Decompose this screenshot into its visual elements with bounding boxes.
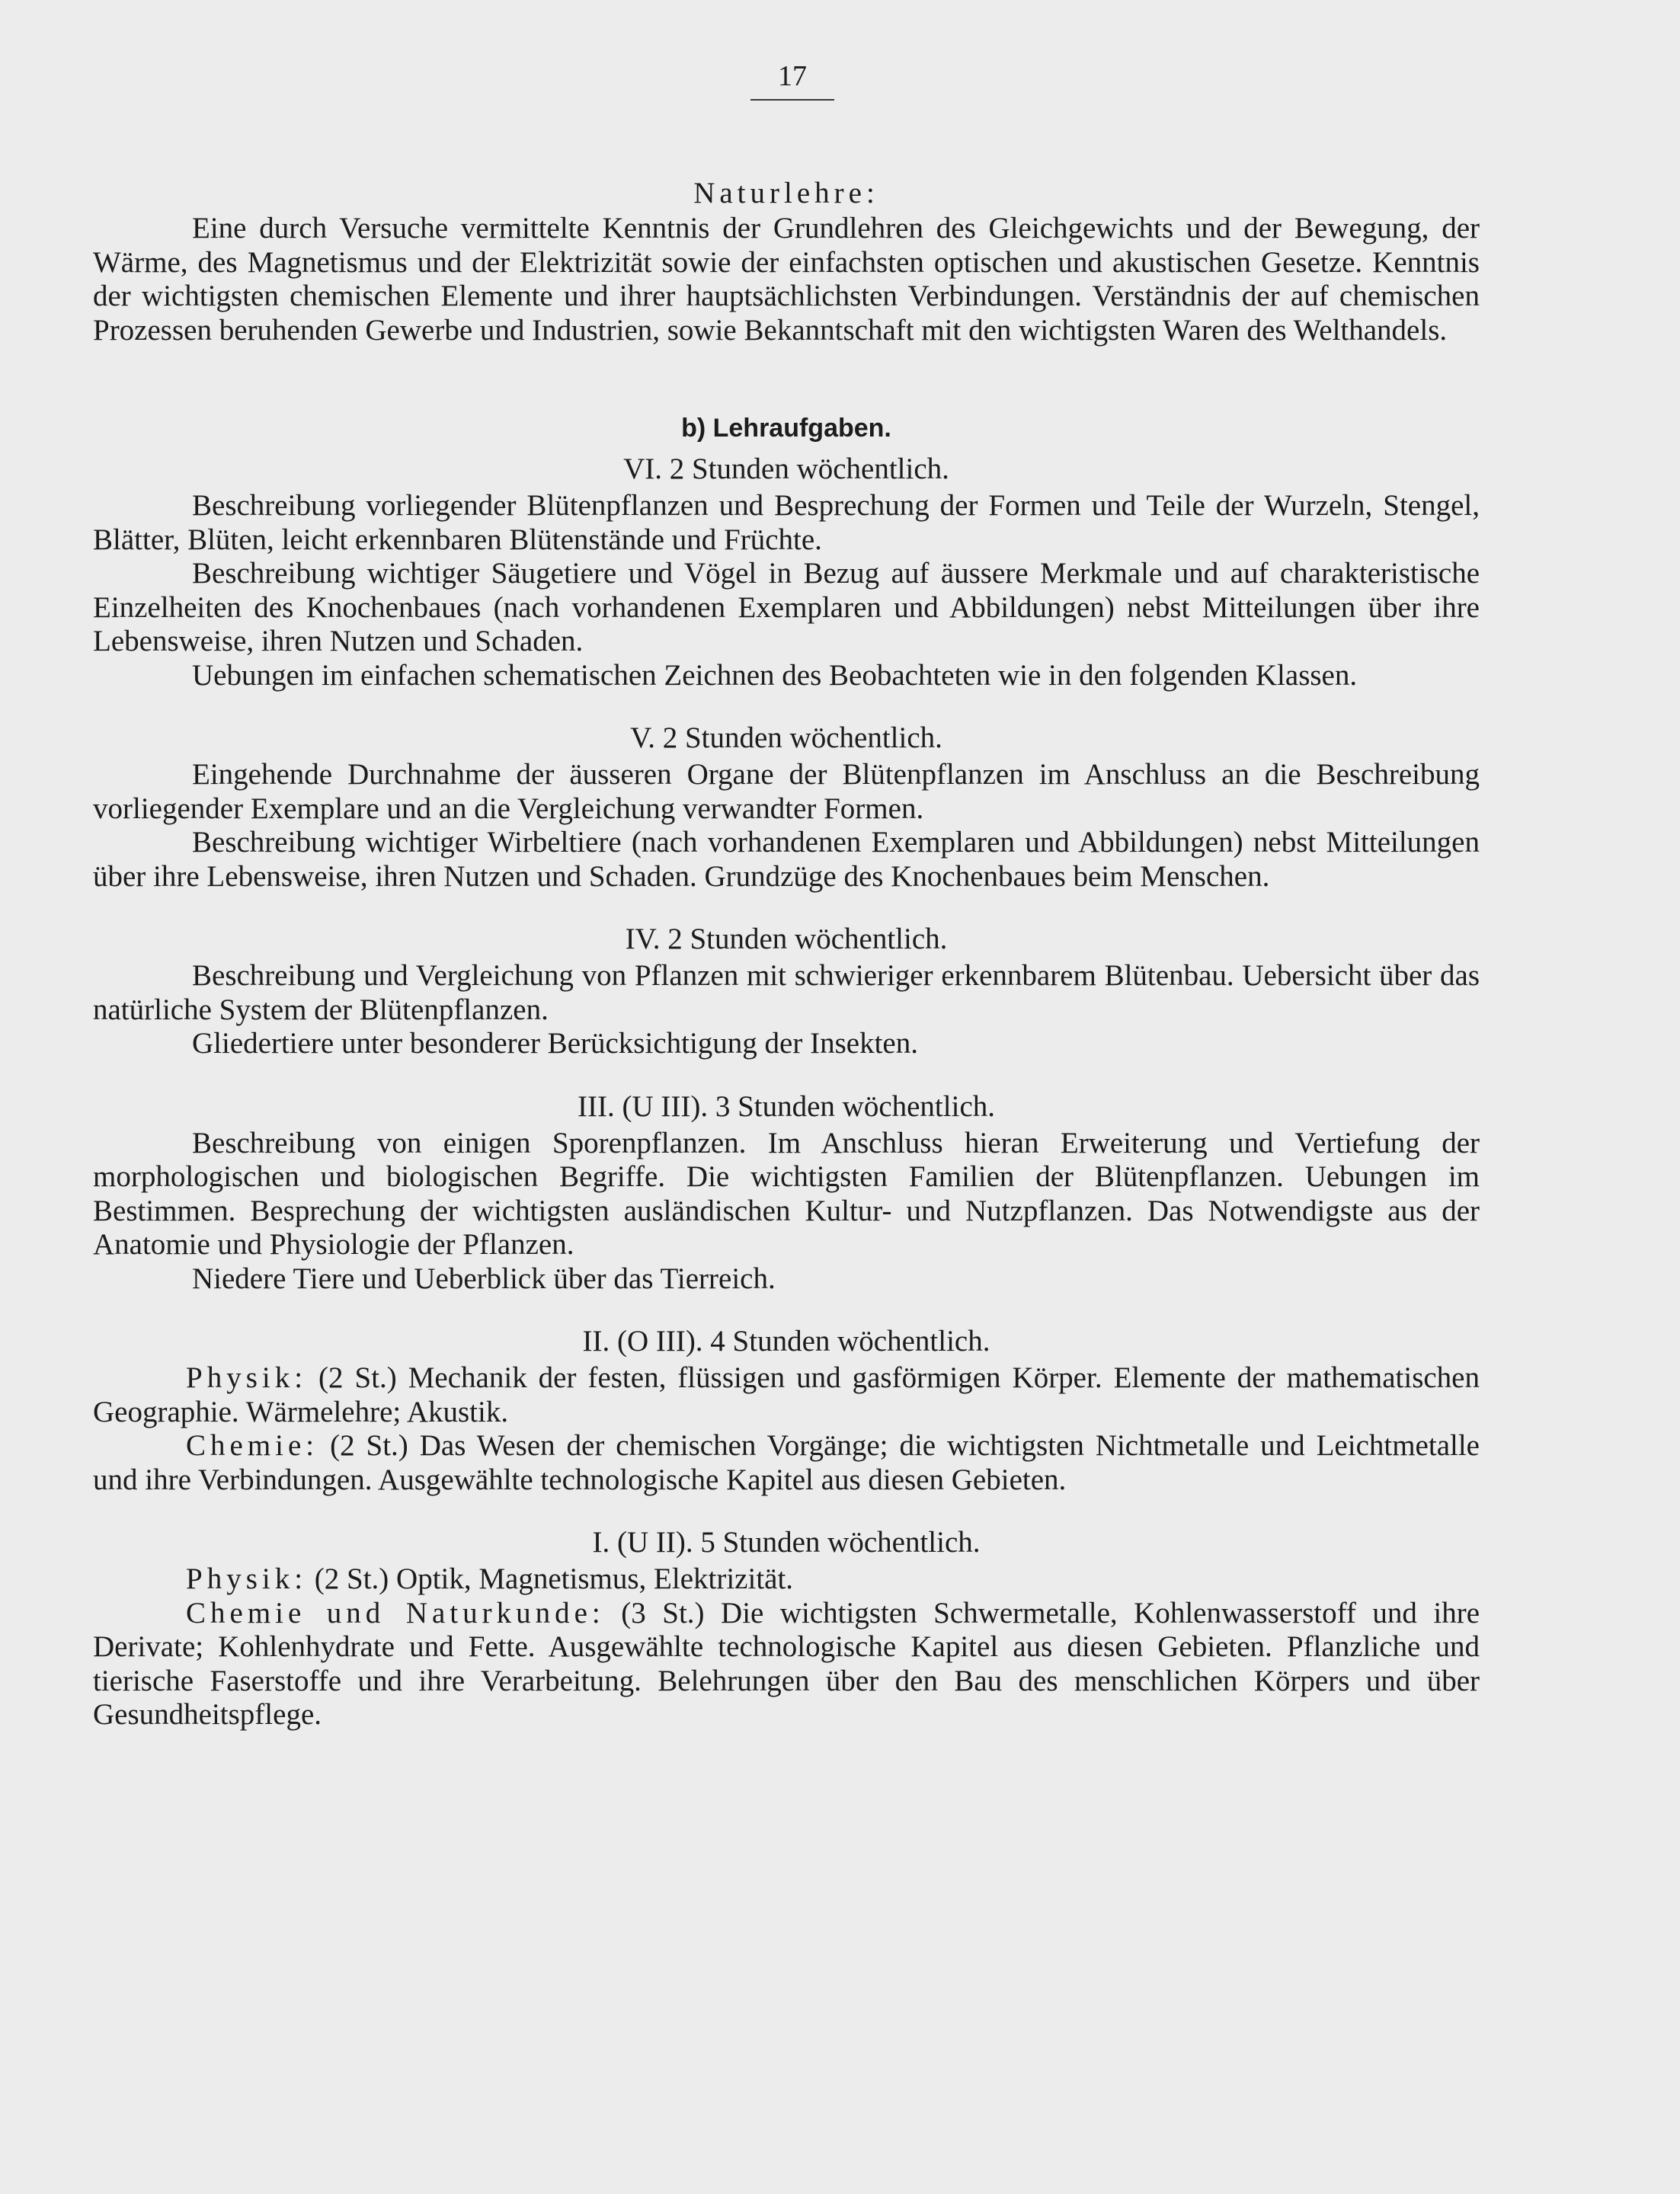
class-ii-physik-paragraph [93, 1361, 1480, 1429]
class-vi-paragraph-3: Uebungen im einfachen schematischen Zeichnen des Beobachteten wie in den folgenden Klassen. [192, 658, 1358, 692]
physik-text: (2 St.) Mechanik der festen, flüssigen und gasförmigen Körper. Elemente der mathematischen Geographie. Wärmelehre; Akustik. [93, 1361, 1480, 1428]
class-heading-iii: III. (U III). 3 Stunden wöchentlich. [578, 1089, 995, 1123]
class-heading-v: V. 2 Stunden wöchentlich. [630, 721, 942, 754]
physik-label: Physik: [186, 1361, 308, 1394]
page-number-rule [750, 99, 834, 101]
class-heading-ii: II. (O III). 4 Stunden wöchentlich. [582, 1325, 990, 1358]
class-heading-vi: VI. 2 Stunden wöchentlich. [623, 453, 949, 485]
chemie-naturkunde-label: Chemie und Naturkunde: [186, 1596, 605, 1630]
class-vi-paragraph-1: Beschreibung vorliegender Blütenpflanzen und Besprechung der Formen und Teile der Wurzeln, Stengel, Blätter, Blüten, leicht erkennbaren Blütenstände und Früchte. [93, 489, 1480, 556]
class-i-chemie-naturkunde-paragraph [93, 1597, 1480, 1732]
chemie-text: (2 St.) Das Wesen der chemischen Vorgänge; die wichtigsten Nichtmetalle und Leichtmetalle und ihre Verbindungen. Ausgewählte technologische Kapitel aus diesen Gebieten. [93, 1429, 1480, 1496]
class-vi-paragraph-2: Beschreibung wichtiger Säugetiere und Vögel in Bezug auf äussere Merkmale und auf charakteristische Einzelheiten des Knochenbaues (nach vorhandenen Exemplaren und Abbildungen) nebst Mitteilungen über ihre Lebensweise, ihren Nutzen und Schaden. [93, 557, 1480, 657]
chemie-naturkunde-text: (3 St.) Die wichtigsten Schwermetalle, Kohlenwasserstoff und ihre Derivate; Kohlenhydrate und Fette. Ausgewählte technologische Kapitel aus diesen Gebieten. Pflanzliche und tierische Faserstoffe und ihre Verarbeitung. Belehrungen über den Bau des menschlichen Körpers und über Gesundheitspflege. [93, 1596, 1480, 1731]
class-section-i [93, 1526, 1480, 1732]
page-number: 17 [778, 60, 807, 92]
class-section-v [93, 721, 1480, 894]
class-ii-chemie-paragraph [93, 1429, 1480, 1497]
naturlehre-title: Naturlehre: [693, 177, 879, 209]
class-iv-paragraph-2: Gliedertiere unter besonderer Berücksichtigung der Insekten. [192, 1027, 918, 1060]
class-iv-paragraph-1: Beschreibung und Vergleichung von Pflanzen mit schwieriger erkennbarem Blütenbau. Uebersicht über das natürliche System der Blütenpflanzen. [93, 959, 1480, 1026]
class-section-vi [93, 453, 1480, 692]
physik-text: (2 St.) Optik, Magnetismus, Elektrizität. [314, 1562, 794, 1595]
class-section-ii [93, 1325, 1480, 1497]
class-heading-i: I. (U II). 5 Stunden wöchentlich. [592, 1526, 981, 1559]
body-text [93, 177, 1480, 1732]
physik-label: Physik: [186, 1562, 308, 1595]
class-section-iii [93, 1090, 1480, 1297]
class-heading-iv: IV. 2 Stunden wöchentlich. [625, 923, 948, 955]
class-v-paragraph-2: Beschreibung wichtiger Wirbeltiere (nach vorhandenen Exemplaren und Abbildungen) nebst Mitteilungen über ihre Lebensweise, ihren Nutzen und Schaden. Grundzüge des Knochenbaues beim Menschen. [93, 826, 1480, 893]
naturlehre-paragraph: Eine durch Versuche vermittelte Kenntnis der Grundlehren des Gleichgewichts und der Bewegung, der Wärme, des Magnetismus und der Elektrizität sowie der einfachsten optischen und akustischen Gesetze. Kenntnis der wichtigsten chemischen Elemente und ihrer hauptsächlichsten Verbindungen. Verständnis der auf chemischen Prozessen beruhenden Gewerbe und Industrien, sowie Bekanntschaft mit den wichtigsten Waren des Welthandels. [93, 212, 1480, 347]
class-iii-paragraph-1: Beschreibung von einigen Sporenpflanzen. Im Anschluss hieran Erweiterung und Vertiefung der morphologischen und biologischen Begriffe. Die wichtigsten Familien der Blütenpflanzen. Uebungen im Bestimmen. Besprechung der wichtigsten ausländischen Kultur- und Nutzpflanzen. Das Notwendigste aus der Anatomie und Physiologie der Pflanzen. [93, 1126, 1480, 1261]
class-i-physik-paragraph [93, 1562, 1480, 1597]
lehraufgaben-heading: b) Lehraufgaben. [681, 414, 891, 443]
class-iii-paragraph-2: Niedere Tiere und Ueberblick über das Tierreich. [192, 1262, 776, 1295]
chemie-label: Chemie: [186, 1429, 319, 1462]
class-section-iv [93, 923, 1480, 1061]
class-v-paragraph-1: Eingehende Durchnahme der äusseren Organe der Blütenpflanzen im Anschluss an die Beschreibung vorliegender Exemplare und an die Vergleichung verwandter Formen. [93, 758, 1480, 825]
